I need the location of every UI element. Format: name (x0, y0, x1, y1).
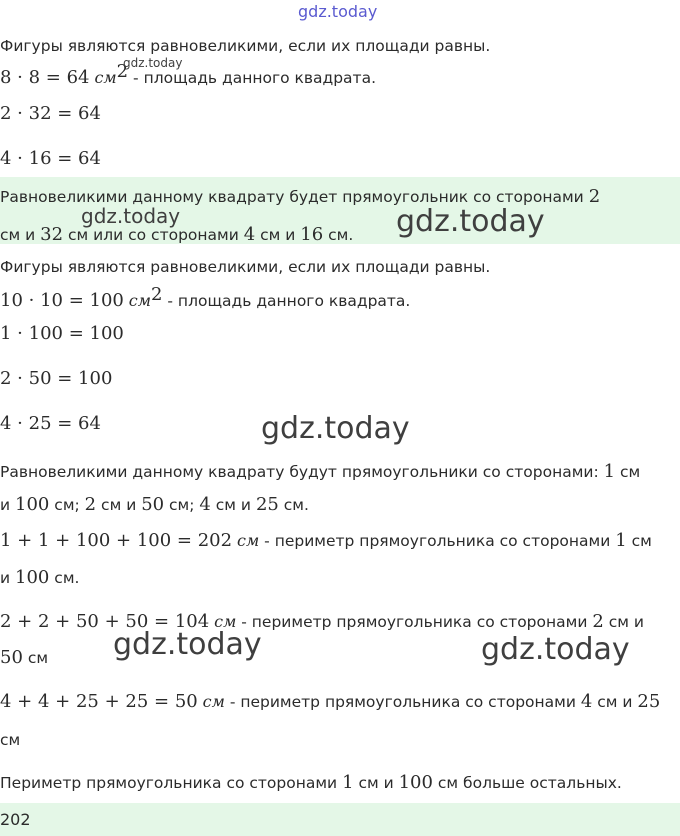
block1-area-exp: 2 (116, 60, 129, 82)
block2-rect-t-e: см и (210, 496, 256, 514)
block2-rect-t-f: см. (278, 496, 309, 514)
perimeter3-num2: 25 (637, 691, 661, 712)
block1-area-expr: 8 · 8 = 64 (0, 67, 90, 88)
watermark: gdz.today (481, 632, 630, 667)
perimeter2-text: - периметр прямоугольника со сторонами (236, 613, 593, 631)
block2-rect-n3: 50 (141, 494, 165, 515)
block2-eq2: 2 · 50 = 100 (0, 368, 113, 389)
block2-eq3: 4 · 25 = 64 (0, 413, 101, 434)
block2-rect-text: Равновеликими данному квадрату будут прямоугольники со сторонами: (0, 463, 604, 481)
perimeter3-tail: см и (592, 693, 638, 711)
block1-answer-n3: 16 (300, 224, 324, 245)
block2-eq1: 1 · 100 = 100 (0, 323, 124, 344)
perimeter3-line2: см (0, 731, 21, 749)
block2-rect-t-a: и (0, 496, 16, 514)
block2-rect-n2: 2 (84, 494, 97, 515)
block1-answer-t-c: см и (255, 226, 301, 244)
block1-eq2: 4 · 16 = 64 (0, 148, 101, 169)
block1-answer-text: Равновеликими данному квадрату будет прямоугольник со сторонами (0, 188, 589, 206)
perimeter2-unit: см (214, 612, 237, 631)
block1-intro: Фигуры являются равновеликими, если их площади равны. (0, 37, 491, 55)
block1-answer-t-a: см и (0, 226, 41, 244)
watermark: gdz.today (123, 56, 183, 70)
perimeter1-tail: см (626, 532, 652, 550)
block2-area-unit: см (128, 291, 152, 310)
perimeter1-num: 1 (615, 530, 627, 551)
perimeter1-l2-num: 100 (15, 567, 50, 588)
conclusion-t-a: Периметр прямоугольника со сторонами (0, 774, 343, 792)
block1-area-label: - площадь данного квадрата. (128, 69, 376, 87)
final-answer: 202 (0, 810, 31, 829)
perimeter1-unit: см (237, 531, 260, 550)
block2-rect-t-c: см и (96, 496, 142, 514)
block2-intro: Фигуры являются равновеликими, если их площади равны. (0, 258, 491, 276)
watermark: gdz.today (81, 204, 181, 228)
perimeter3-line1 (0, 691, 680, 712)
block2-rect-n4: 4 (199, 494, 211, 515)
conclusion (0, 772, 680, 793)
conclusion-n1: 1 (342, 772, 354, 793)
header-site-logo: gdz.today (298, 2, 378, 21)
perimeter1-l2-b: см. (49, 569, 80, 587)
perimeter2-tail: см и (603, 613, 644, 631)
block2-rect-line1 (0, 461, 680, 482)
watermark: gdz.today (396, 204, 545, 239)
block1-answer-n1: 32 (40, 224, 64, 245)
block2-rect-n1: 100 (15, 494, 50, 515)
perimeter1-l2-a: и (0, 569, 16, 587)
perimeter2-l2-num: 50 (0, 647, 23, 668)
block2-rect-num: 1 (603, 461, 616, 482)
conclusion-n2: 100 (398, 772, 433, 793)
block1-answer-n2: 4 (243, 224, 256, 245)
block2-rect-unit: см (615, 463, 641, 481)
perimeter1-line1 (0, 530, 680, 551)
perimeter2-num: 2 (592, 611, 604, 632)
perimeter3-text: - периметр прямоугольника со сторонами (224, 693, 581, 711)
block1-answer-t-d: см. (323, 226, 354, 244)
block2-rect-t-d: см; (164, 496, 200, 514)
block2-area-line (0, 283, 680, 311)
conclusion-t-b: см и (353, 774, 399, 792)
perimeter2-expr: 2 + 2 + 50 + 50 = 104 (0, 611, 210, 632)
block2-area-label: - площадь данного квадрата. (162, 292, 411, 310)
perimeter1-expr: 1 + 1 + 100 + 100 = 202 (0, 530, 233, 551)
perimeter2-line1 (0, 611, 680, 632)
block1-answer-t-b: см или со сторонами (63, 226, 244, 244)
block1-area-unit: см (94, 68, 117, 87)
perimeter1-text: - периметр прямоугольника со сторонами (259, 532, 616, 550)
watermark: gdz.today (113, 627, 262, 662)
block1-eq1: 2 · 32 = 64 (0, 103, 101, 124)
perimeter3-unit: см (202, 692, 225, 711)
block2-rect-line2 (0, 494, 680, 515)
block2-area-exp: 2 (151, 283, 163, 305)
conclusion-t-c: см больше остальных. (432, 774, 622, 792)
watermark: gdz.today (261, 411, 410, 446)
perimeter1-line2 (0, 567, 680, 588)
block2-rect-t-b: см; (49, 496, 85, 514)
perimeter3-expr: 4 + 4 + 25 + 25 = 50 (0, 691, 198, 712)
block2-area-expr: 10 · 10 = 100 (0, 290, 124, 311)
block1-answer-num: 2 (588, 186, 601, 207)
block2-rect-n5: 25 (255, 494, 279, 515)
perimeter3-num: 4 (580, 691, 593, 712)
perimeter2-l2-b: см (22, 649, 49, 667)
